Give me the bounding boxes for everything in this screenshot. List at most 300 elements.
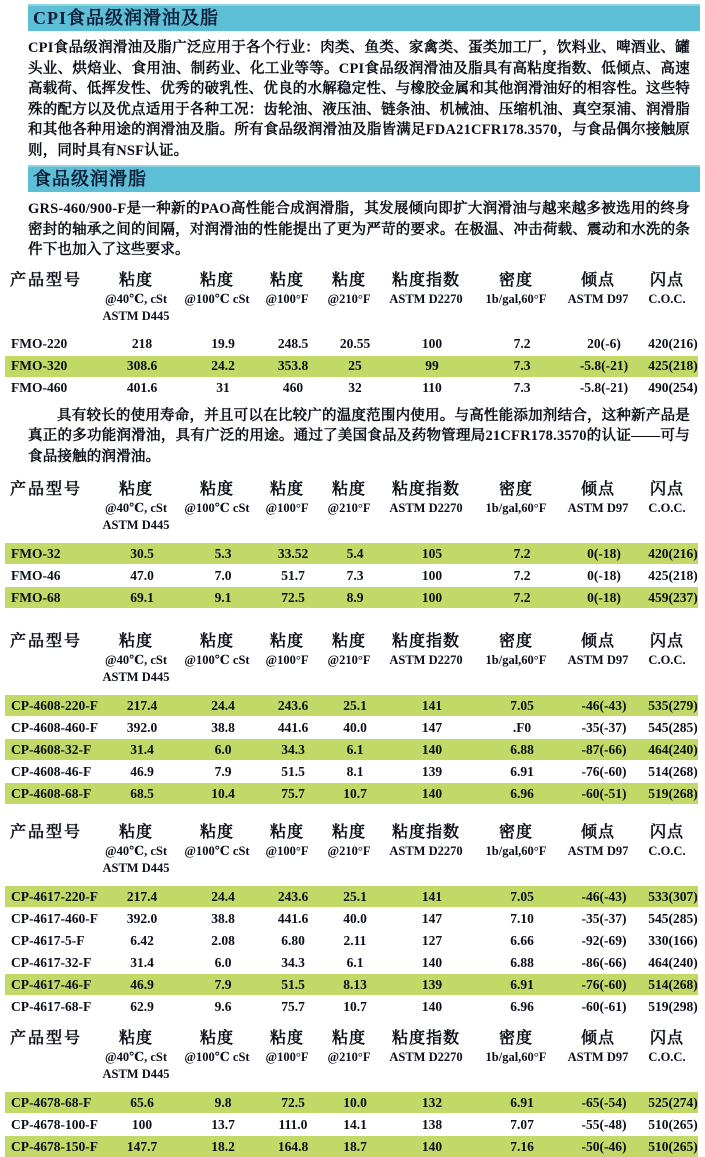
column-header-sublabel: ASTM D2270 bbox=[389, 1050, 463, 1064]
table-cell: 248.5 bbox=[277, 336, 309, 351]
column-header-sublabel: @40℃, cSt bbox=[104, 1050, 168, 1064]
table-cell: 8.1 bbox=[346, 763, 364, 779]
table-row bbox=[5, 378, 698, 399]
product-model-cell: FMO-320 bbox=[11, 358, 68, 373]
table-cell: 24.4 bbox=[211, 888, 235, 904]
column-header-label: 粘度 bbox=[331, 271, 366, 289]
column-header-label: 产品型号 bbox=[10, 633, 83, 650]
table-cell: 6.0 bbox=[214, 954, 232, 970]
table-cell: -60(-51) bbox=[581, 785, 627, 801]
table-cell: 7.2 bbox=[513, 545, 531, 561]
table-cell: 9.6 bbox=[214, 998, 232, 1014]
table-cell: 441.6 bbox=[277, 719, 309, 735]
column-header bbox=[257, 821, 317, 860]
table-cell: 20.55 bbox=[339, 336, 371, 351]
table-cell: 25.1 bbox=[343, 697, 367, 713]
product-model-cell: FMO-220 bbox=[11, 336, 68, 351]
product-model-cell: CP-4608-46-F bbox=[11, 763, 92, 779]
table-cell: 519(298) bbox=[648, 998, 698, 1014]
column-header-sublabel: @100°F bbox=[265, 844, 309, 858]
table-cell: 6.91 bbox=[510, 976, 534, 992]
column-header-sublabel: ASTM D2270 bbox=[389, 844, 463, 858]
column-header bbox=[95, 1027, 177, 1083]
table-cell: 308.6 bbox=[126, 358, 158, 373]
table-cell: 10.7 bbox=[343, 998, 367, 1014]
table-cell: 7.2 bbox=[513, 589, 531, 605]
table-cell: 2.08 bbox=[211, 932, 235, 948]
product-model-cell: CP-4608-460-F bbox=[11, 719, 98, 735]
table-cell: 34.3 bbox=[281, 741, 305, 757]
table-cell: -76(-60) bbox=[581, 976, 627, 992]
column-header bbox=[95, 478, 177, 534]
table-cell: -76(-60) bbox=[581, 763, 627, 779]
table-cell: 140 bbox=[421, 998, 443, 1014]
column-header-label: 粘度 bbox=[269, 271, 304, 289]
table-cell: 6.42 bbox=[130, 932, 154, 948]
table-cell: 51.5 bbox=[281, 763, 305, 779]
column-header-label: 倾点 bbox=[580, 633, 615, 650]
table-cell: 7.10 bbox=[510, 910, 534, 926]
column-header-label: 密度 bbox=[498, 824, 533, 841]
table-cell: 243.6 bbox=[277, 888, 309, 904]
table-cell: 514(268) bbox=[648, 976, 698, 992]
column-header-sublabel: ASTM D97 bbox=[567, 844, 629, 858]
column-header bbox=[177, 478, 257, 517]
table-cell: 7.07 bbox=[510, 1116, 534, 1132]
table-row bbox=[5, 1114, 698, 1135]
table-row bbox=[5, 930, 698, 951]
spec-table-cp4678 bbox=[5, 1027, 698, 1157]
table-cell: 7.3 bbox=[513, 380, 531, 395]
section-title-food-grade-grease: 食品级润滑脂 bbox=[28, 165, 700, 192]
column-header-label: 闪点 bbox=[649, 824, 684, 841]
table-cell: 243.6 bbox=[277, 697, 309, 713]
column-header-sublabel: 1b/gal,60°F bbox=[485, 1050, 547, 1064]
column-header-sublabel: C.O.C. bbox=[648, 653, 686, 667]
document-page bbox=[0, 4, 700, 1154]
column-header bbox=[561, 630, 635, 669]
column-header-sublabel: ASTM D445 bbox=[102, 861, 170, 875]
table-cell: 31.4 bbox=[130, 954, 154, 970]
table-cell: 6.0 bbox=[214, 741, 232, 757]
column-header-label: 粘度 bbox=[331, 633, 366, 650]
column-header bbox=[635, 630, 699, 669]
table-cell: 18.7 bbox=[343, 1138, 367, 1154]
column-header-sublabel: @210°F bbox=[327, 653, 371, 667]
column-header bbox=[471, 821, 561, 860]
table-cell: 72.5 bbox=[281, 1094, 305, 1110]
table-cell: 6.66 bbox=[510, 932, 534, 948]
column-header bbox=[471, 478, 561, 517]
table-cell: 6.91 bbox=[510, 763, 534, 779]
column-header-sublabel: ASTM D97 bbox=[567, 291, 629, 306]
table-cell: 7.2 bbox=[513, 336, 531, 351]
table-cell: 8.13 bbox=[343, 976, 367, 992]
table-cell: 490(254) bbox=[648, 380, 698, 395]
column-header-label: 密度 bbox=[498, 271, 533, 289]
table-cell: 510(265) bbox=[648, 1116, 698, 1132]
column-header-sublabel: @100℃ cSt bbox=[184, 653, 250, 667]
table-cell: 9.1 bbox=[214, 589, 232, 605]
spec-table-fmo-heavy bbox=[5, 269, 698, 399]
column-header-sublabel: @100℃ cSt bbox=[184, 844, 250, 858]
table-cell: 217.4 bbox=[126, 697, 158, 713]
column-header-label: 产品型号 bbox=[10, 271, 83, 289]
column-header-sublabel: @100°F bbox=[265, 1050, 309, 1064]
table-cell: 69.1 bbox=[130, 589, 154, 605]
column-header bbox=[561, 478, 635, 517]
column-header-sublabel: C.O.C. bbox=[648, 1050, 686, 1064]
table-cell: 47.0 bbox=[130, 567, 154, 583]
table-cell: 7.3 bbox=[346, 567, 364, 583]
column-header bbox=[177, 821, 257, 860]
table-cell: 545(285) bbox=[648, 910, 698, 926]
table-cell: 140 bbox=[421, 1138, 443, 1154]
table-cell: 30.5 bbox=[130, 545, 154, 561]
column-header bbox=[5, 1027, 95, 1049]
table-cell: 25 bbox=[348, 358, 362, 373]
column-header-label: 倾点 bbox=[580, 1030, 615, 1047]
table-cell: -65(-54) bbox=[581, 1094, 627, 1110]
table-cell: 392.0 bbox=[126, 910, 158, 926]
column-header-label: 粘度 bbox=[199, 271, 234, 289]
column-header-label: 闪点 bbox=[649, 1030, 684, 1047]
product-model-cell: CP-4678-150-F bbox=[11, 1138, 98, 1154]
column-header-sublabel: ASTM D2270 bbox=[389, 291, 463, 306]
column-header-sublabel: 1b/gal,60°F bbox=[485, 501, 547, 515]
column-header-sublabel: @40℃, cSt bbox=[104, 653, 168, 667]
table-cell: 464(240) bbox=[648, 954, 698, 970]
table-cell: 0(-18) bbox=[587, 589, 621, 605]
column-header-sublabel: @210°F bbox=[327, 844, 371, 858]
column-header-sublabel: ASTM D445 bbox=[102, 1067, 170, 1081]
table-cell: 75.7 bbox=[281, 785, 305, 801]
table-cell: 140 bbox=[421, 741, 443, 757]
table-cell: 217.4 bbox=[126, 888, 158, 904]
table-cell: 110 bbox=[422, 380, 442, 395]
table-row bbox=[5, 974, 698, 995]
table-header-row bbox=[5, 1027, 698, 1083]
product-model-cell: CP-4617-460-F bbox=[11, 910, 98, 926]
column-header-label: 粘度 bbox=[118, 633, 153, 650]
column-header bbox=[635, 269, 699, 308]
column-header-label: 粘度 bbox=[199, 824, 234, 841]
table-cell: 10.0 bbox=[343, 1094, 367, 1110]
product-model-cell: CP-4608-32-F bbox=[11, 741, 92, 757]
table-cell: 7.2 bbox=[513, 567, 531, 583]
column-header bbox=[177, 269, 257, 308]
product-model-cell: CP-4608-68-F bbox=[11, 785, 92, 801]
table-cell: 100 bbox=[131, 1116, 153, 1132]
table-cell: 7.05 bbox=[510, 888, 534, 904]
column-header bbox=[471, 269, 561, 308]
table-cell: 140 bbox=[421, 785, 443, 801]
table-cell: 519(268) bbox=[648, 785, 698, 801]
table-row bbox=[5, 783, 698, 804]
table-cell: 32 bbox=[348, 380, 362, 395]
table-cell: 401.6 bbox=[126, 380, 158, 395]
table-cell: 330(166) bbox=[648, 932, 698, 948]
table-cell: 441.6 bbox=[277, 910, 309, 926]
column-header-label: 粘度指数 bbox=[391, 271, 460, 289]
table-row bbox=[5, 695, 698, 716]
table-cell: 7.0 bbox=[214, 567, 232, 583]
product-model-cell: FMO-460 bbox=[11, 380, 68, 395]
table-cell: -5.8(-21) bbox=[579, 380, 629, 395]
product-model-cell: CP-4617-220-F bbox=[11, 888, 98, 904]
table-row bbox=[5, 739, 698, 760]
table-cell: 7.05 bbox=[510, 697, 534, 713]
table-cell: 65.6 bbox=[130, 1094, 154, 1110]
table-cell: -55(-48) bbox=[581, 1116, 627, 1132]
table-cell: 218 bbox=[131, 336, 153, 351]
table-cell: 38.8 bbox=[211, 719, 235, 735]
column-header bbox=[635, 1027, 699, 1066]
column-header-sublabel: @210°F bbox=[327, 1050, 371, 1064]
column-header bbox=[317, 630, 381, 669]
table-cell: 9.8 bbox=[214, 1094, 232, 1110]
column-header bbox=[381, 630, 471, 669]
table-cell: 139 bbox=[421, 763, 443, 779]
column-header bbox=[5, 269, 95, 291]
column-header-label: 粘度 bbox=[199, 481, 234, 498]
column-header-label: 粘度 bbox=[269, 481, 304, 498]
table-cell: -92(-69) bbox=[581, 932, 627, 948]
table-cell: 138 bbox=[421, 1116, 443, 1132]
table-cell: 6.1 bbox=[346, 954, 364, 970]
column-header-label: 闪点 bbox=[649, 271, 684, 289]
table-row bbox=[5, 1092, 698, 1113]
column-header bbox=[635, 478, 699, 517]
column-header bbox=[5, 478, 95, 500]
table-cell: -50(-46) bbox=[581, 1138, 627, 1154]
table-cell: 6.80 bbox=[281, 932, 305, 948]
column-header-sublabel: C.O.C. bbox=[648, 501, 686, 515]
column-header bbox=[177, 630, 257, 669]
table-cell: -87(-66) bbox=[581, 741, 627, 757]
table-cell: 40.0 bbox=[343, 910, 367, 926]
table-cell: -46(-43) bbox=[581, 697, 627, 713]
table-cell: 68.5 bbox=[130, 785, 154, 801]
product-model-cell: CP-4608-220-F bbox=[11, 697, 98, 713]
table-cell: 46.9 bbox=[130, 976, 154, 992]
intro-paragraph: CPI食品级润滑油及脂广泛应用于各个行业：肉类、鱼类、家禽类、蛋类加工厂，饮料业、啤酒业、罐头业、烘焙业、食用油、制药业、化工业等等。CPI食品级润滑油及脂具有高粘度指数、低倾点、高速高载荷、低挥发性、优秀的破乳性、优良的水解稳定性、与橡胶金属和其他润滑油好的相容性。这些特殊的配方以及优点适用于各种工况：齿轮油、液压油、链条油、机械油、压缩机油、真空泵浦、润滑脂和其他各种用途的润滑油及脂。所有食品级润滑油及脂皆满足FDA21CFR178.3570，与食品偶尔接触原则，同时具有NSF认证。 bbox=[28, 40, 690, 159]
table-cell: 46.9 bbox=[130, 763, 154, 779]
column-header-sublabel: ASTM D445 bbox=[102, 308, 170, 323]
table-cell: 75.7 bbox=[281, 998, 305, 1014]
column-header bbox=[561, 269, 635, 308]
column-header-sublabel: 1b/gal,60°F bbox=[485, 844, 547, 858]
table-cell: 31.4 bbox=[130, 741, 154, 757]
column-header bbox=[471, 630, 561, 669]
product-model-cell: CP-4678-100-F bbox=[11, 1116, 98, 1132]
table-cell: 147 bbox=[421, 910, 443, 926]
table-cell: 38.8 bbox=[211, 910, 235, 926]
column-header-sublabel: @100°F bbox=[265, 501, 309, 515]
table-row bbox=[5, 356, 698, 377]
product-model-cell: FMO-46 bbox=[11, 567, 61, 583]
column-header-sublabel: @40℃, cSt bbox=[104, 291, 168, 306]
column-header-sublabel: ASTM D2270 bbox=[389, 501, 463, 515]
column-header-sublabel: C.O.C. bbox=[648, 844, 686, 858]
column-header-sublabel: 1b/gal,60°F bbox=[485, 291, 547, 306]
table-cell: 24.2 bbox=[211, 358, 235, 373]
column-header-label: 粘度指数 bbox=[391, 633, 460, 650]
table-cell: 6.1 bbox=[346, 741, 364, 757]
column-header-label: 粘度 bbox=[269, 1030, 304, 1047]
table-cell: 31 bbox=[216, 380, 230, 395]
column-header-sublabel: ASTM D97 bbox=[567, 501, 629, 515]
table-cell: 425(218) bbox=[648, 358, 698, 373]
product-model-cell: CP-4617-46-F bbox=[11, 976, 92, 992]
column-header-sublabel: @100°F bbox=[265, 291, 309, 306]
column-header-label: 产品型号 bbox=[10, 824, 83, 841]
table-cell: 100 bbox=[421, 589, 443, 605]
table-cell: 535(279) bbox=[648, 697, 698, 713]
table-cell: -35(-37) bbox=[581, 719, 627, 735]
column-header-label: 粘度 bbox=[331, 481, 366, 498]
column-header-label: 粘度指数 bbox=[391, 481, 460, 498]
table-cell: 62.9 bbox=[130, 998, 154, 1014]
column-header-label: 粘度 bbox=[199, 1030, 234, 1047]
column-header-sublabel: ASTM D2270 bbox=[389, 653, 463, 667]
table-cell: 10.4 bbox=[211, 785, 235, 801]
table-header-row bbox=[5, 821, 698, 877]
table-cell: 141 bbox=[421, 888, 443, 904]
column-header-sublabel: @100°F bbox=[265, 653, 309, 667]
column-header bbox=[257, 269, 317, 308]
table-cell: 140 bbox=[421, 954, 443, 970]
column-header-label: 倾点 bbox=[580, 271, 615, 289]
column-header bbox=[317, 821, 381, 860]
table-cell: 545(285) bbox=[648, 719, 698, 735]
table-cell: 13.7 bbox=[211, 1116, 235, 1132]
table-cell: 10.7 bbox=[343, 785, 367, 801]
table-cell: 14.1 bbox=[343, 1116, 367, 1132]
table-cell: 34.3 bbox=[281, 954, 305, 970]
table-cell: -60(-61) bbox=[581, 998, 627, 1014]
table-cell: 51.7 bbox=[281, 567, 305, 583]
table-cell: 533(307) bbox=[648, 888, 698, 904]
column-header-label: 粘度指数 bbox=[391, 824, 460, 841]
column-header-sublabel: @40℃, cSt bbox=[104, 844, 168, 858]
column-header-label: 粘度 bbox=[199, 633, 234, 650]
column-header-label: 密度 bbox=[498, 633, 533, 650]
table-row bbox=[5, 908, 698, 929]
table-row bbox=[5, 587, 698, 608]
column-header-sublabel: @210°F bbox=[327, 501, 371, 515]
table-cell: 25.1 bbox=[343, 888, 367, 904]
column-header-label: 粘度 bbox=[118, 1030, 153, 1047]
table-cell: 6.88 bbox=[510, 954, 534, 970]
column-header-sublabel: ASTM D445 bbox=[102, 670, 170, 684]
column-header-sublabel: @100℃ cSt bbox=[184, 1050, 250, 1064]
product-model-cell: CP-4617-5-F bbox=[11, 932, 85, 948]
table-cell: 8.9 bbox=[346, 589, 364, 605]
column-header-label: 粘度 bbox=[118, 824, 153, 841]
table-cell: 420(216) bbox=[648, 336, 698, 351]
table-header-row bbox=[5, 478, 698, 534]
column-header bbox=[257, 478, 317, 517]
column-header bbox=[95, 269, 177, 325]
table-cell: 459(237) bbox=[648, 589, 698, 605]
column-header-sublabel: C.O.C. bbox=[648, 291, 686, 306]
column-header-sublabel: ASTM D97 bbox=[567, 653, 629, 667]
column-header-label: 闪点 bbox=[649, 481, 684, 498]
column-header-label: 粘度 bbox=[118, 481, 153, 498]
column-header bbox=[5, 630, 95, 652]
table-cell: 141 bbox=[421, 697, 443, 713]
table-row bbox=[5, 996, 698, 1017]
product-model-cell: CP-4617-32-F bbox=[11, 954, 92, 970]
column-header-label: 粘度 bbox=[269, 633, 304, 650]
column-header-sublabel: 1b/gal,60°F bbox=[485, 653, 547, 667]
spec-table-fmo-light bbox=[5, 478, 698, 608]
column-header bbox=[177, 1027, 257, 1066]
table-cell: 111.0 bbox=[278, 1116, 308, 1132]
column-header bbox=[381, 269, 471, 308]
table-cell: -5.8(-21) bbox=[579, 358, 629, 373]
column-header bbox=[317, 1027, 381, 1066]
table-cell: 139 bbox=[421, 976, 443, 992]
table-cell: 7.9 bbox=[214, 763, 232, 779]
column-header-label: 粘度 bbox=[331, 824, 366, 841]
table-cell: 132 bbox=[421, 1094, 443, 1110]
table-row bbox=[5, 565, 698, 586]
table-cell: 6.91 bbox=[510, 1094, 534, 1110]
table-row bbox=[5, 1136, 698, 1157]
mid-paragraph: 具有较长的使用寿命，并且可以在比较广的温度范围内使用。与高性能添加剂结合，这种新产品是真正的多功能润滑油，具有广泛的用途。通过了美国食品及药物管理局21CFR178.3570的认证——可与食品接触的润滑油。 bbox=[28, 407, 690, 465]
column-header-label: 粘度指数 bbox=[391, 1030, 460, 1047]
table-cell: 105 bbox=[421, 545, 443, 561]
table-cell: -86(-66) bbox=[581, 954, 627, 970]
table-cell: 6.96 bbox=[510, 785, 534, 801]
column-header bbox=[95, 821, 177, 877]
column-header bbox=[257, 630, 317, 669]
column-header bbox=[561, 821, 635, 860]
table-cell: 147 bbox=[421, 719, 443, 735]
table-cell: 100 bbox=[421, 336, 443, 351]
table-cell: 5.3 bbox=[214, 545, 232, 561]
table-row bbox=[5, 952, 698, 973]
product-model-cell: FMO-68 bbox=[11, 589, 61, 605]
table-header-row bbox=[5, 630, 698, 686]
column-header-label: 倾点 bbox=[580, 481, 615, 498]
column-header bbox=[381, 478, 471, 517]
table-cell: 525(274) bbox=[648, 1094, 698, 1110]
table-row bbox=[5, 334, 698, 355]
table-cell: -35(-37) bbox=[581, 910, 627, 926]
table-cell: 420(216) bbox=[648, 545, 698, 561]
column-header bbox=[561, 1027, 635, 1066]
table-cell: 353.8 bbox=[277, 358, 309, 373]
table-cell: 464(240) bbox=[648, 741, 698, 757]
column-header-sublabel: @100℃ cSt bbox=[184, 501, 250, 515]
table-cell: 5.4 bbox=[346, 545, 364, 561]
product-model-cell: CP-4678-68-F bbox=[11, 1094, 92, 1110]
column-header bbox=[317, 269, 381, 308]
table-cell: .F0 bbox=[512, 719, 532, 735]
table-cell: 18.2 bbox=[211, 1138, 235, 1154]
table-row bbox=[5, 886, 698, 907]
table-row bbox=[5, 761, 698, 782]
spec-table-cp4608 bbox=[5, 630, 698, 804]
column-header bbox=[381, 1027, 471, 1066]
column-header-label: 粘度 bbox=[118, 271, 153, 289]
table-cell: 0(-18) bbox=[587, 567, 621, 583]
table-cell: 425(218) bbox=[648, 567, 698, 583]
column-header-sublabel: @40℃, cSt bbox=[104, 501, 168, 515]
